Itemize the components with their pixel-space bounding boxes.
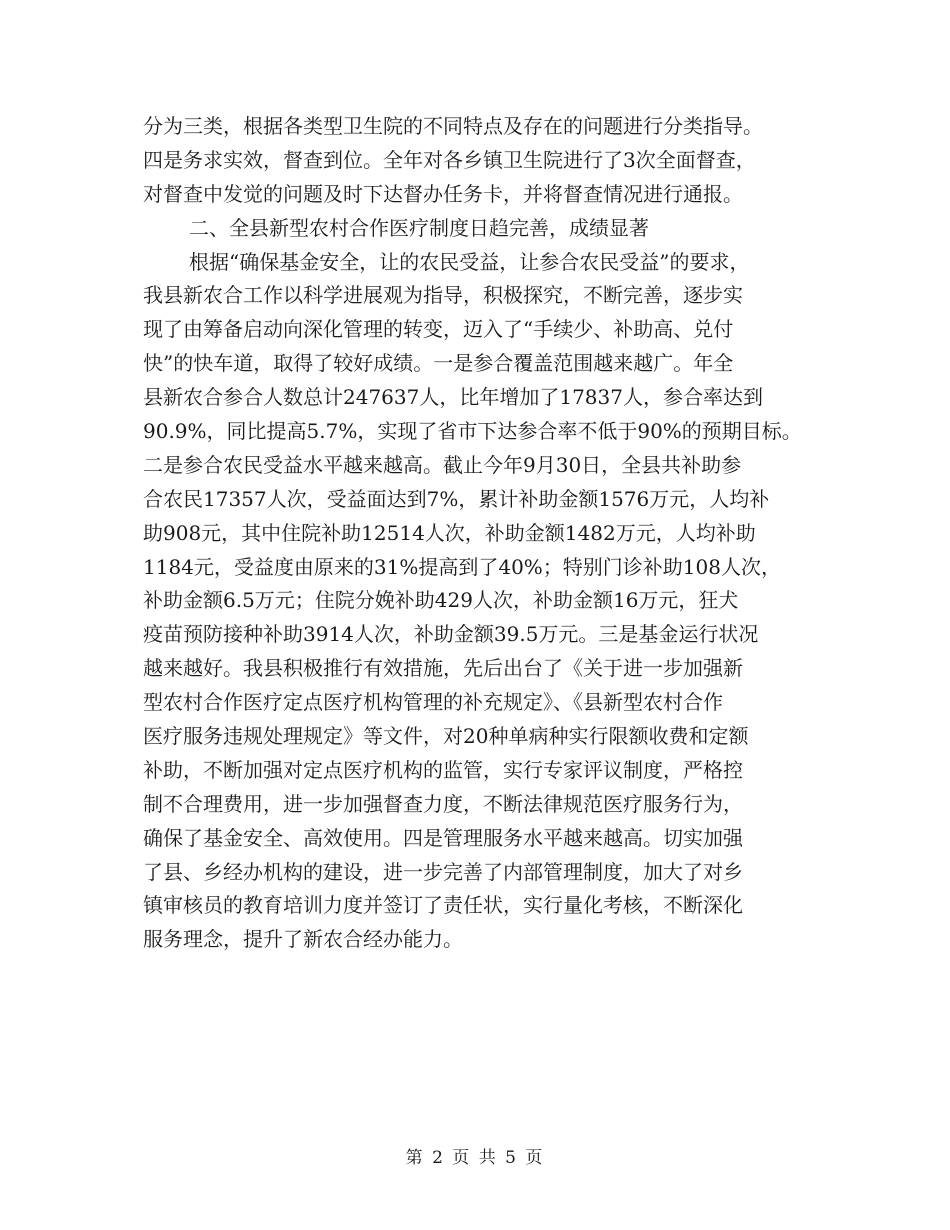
text-line: 了县、乡经办机构的建设，进一步完善了内部管理制度，加大了对乡: [143, 859, 743, 884]
text-line: 越来越好。我县积极推行有效措施，先后出台了《关于进一步加强新: [143, 656, 743, 681]
text-line: 疫苗预防接种补助3914人次，补助金额39.5万元。三是基金运行状况: [143, 622, 759, 647]
section-heading: 二、全县新型农村合作医疗制度日趋完善，成绩显著: [189, 215, 649, 240]
text-line: 补助金额6.5万元；住院分娩补助429人次，补助金额16万元，狂犬: [143, 588, 739, 613]
page-number-footer: 第 2 页 共 5 页: [405, 1148, 545, 1168]
text-line: 合农民17357人次，受益面达到7%，累计补助金额1576万元，人均补: [143, 486, 770, 511]
text-line: 制不合理费用，进一步加强督查力度，不断法律规范医疗服务行为，: [143, 791, 743, 816]
text-line: 90.9%，同比提高5.7%，实现了省市下达参合率不低于90%的预期目标。: [143, 419, 802, 444]
text-line: 型农村合作医疗定点医疗机构管理的补充规定》、《县新型农村合作: [143, 690, 723, 715]
text-line: 县新农合参合人数总计247637人，比年增加了17837人，参合率达到: [143, 385, 763, 410]
text-line: 快”的快车道，取得了较好成绩。一是参合覆盖范围越来越广。年全: [143, 351, 734, 376]
text-line: 服务理念，提升了新农合经办能力。: [143, 927, 463, 952]
text-line: 现了由筹备启动向深化管理的转变，迈入了“手续少、补助高、兑付: [143, 317, 734, 342]
text-line: 我县新农合工作以科学进展观为指导，积极探究，不断完善，逐步实: [143, 283, 743, 308]
text-line: 镇审核员的教育培训力度并签订了责任状，实行量化考核，不断深化: [143, 893, 743, 918]
text-line: 二是参合农民受益水平越来越高。截止今年9月30日，全县共补助参: [143, 452, 742, 477]
text-line: 确保了基金安全、高效使用。四是管理服务水平越来越高。切实加强: [143, 825, 743, 850]
text-line: 补助，不断加强对定点医疗机构的监管，实行专家评议制度，严格控: [143, 757, 743, 782]
text-line: 对督查中发觉的问题及时下达督办任务卡，并将督查情况进行通报。: [143, 181, 743, 206]
text-line: 根据“确保基金安全，让的农民受益，让参合农民受益”的要求，: [189, 249, 750, 274]
document-body: [143, 110, 811, 957]
text-line: 四是务求实效，督查到位。全年对各乡镇卫生院进行了3次全面督查，: [143, 147, 756, 172]
text-line: 1184元，受益度由原来的31%提高到了40%；特别门诊补助108人次，: [143, 554, 781, 579]
text-line: 分为三类，根据各类型卫生院的不同特点及存在的问题进行分类指导。: [143, 114, 763, 138]
text-line: 助908元，其中住院补助12514人次，补助金额1482万元，人均补助: [143, 520, 756, 545]
text-line: 医疗服务违规处理规定》等文件，对20种单病种实行限额收费和定额: [143, 724, 749, 749]
